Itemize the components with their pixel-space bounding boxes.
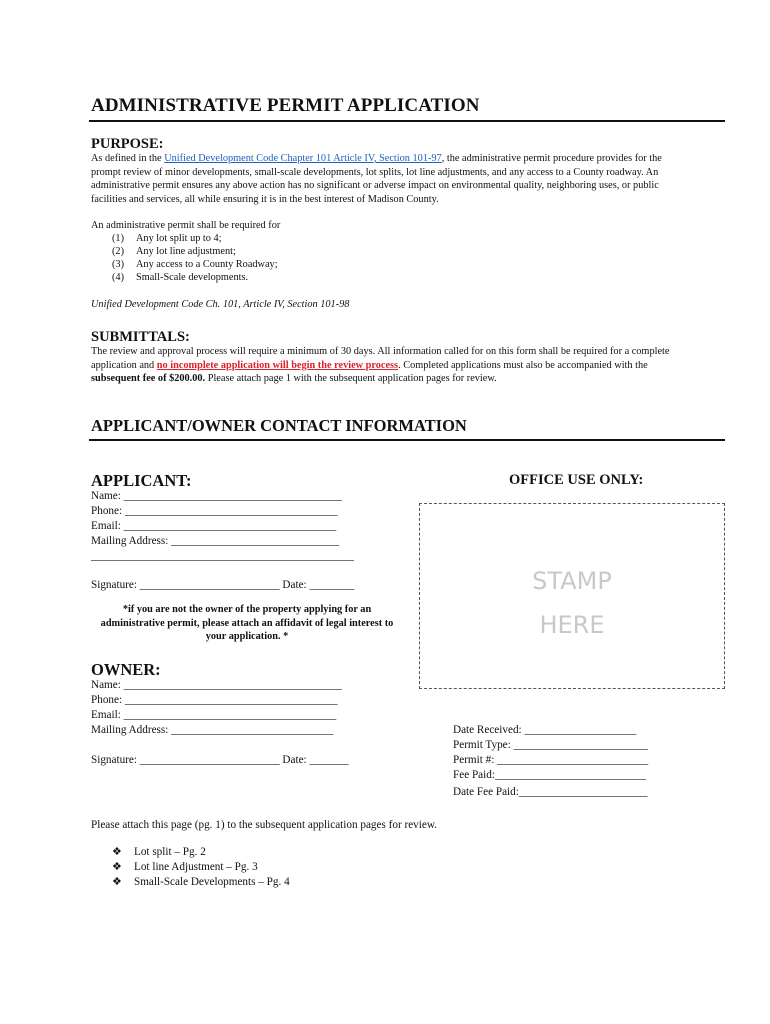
- applicant-phone-field[interactable]: Phone: ______________________________________: [91, 505, 338, 517]
- purpose-text-post: , the administrative permit procedure provides for the prompt review of minor developments, small-scale developments, lot splits, lot line adjustments, and any access to a County roadway. An administrative permit ensures any above action has no significant or adverse impact on environmental quality, neighboring uses, or public facilities and services, all while ensuring it is in the best interest of Madison County.: [91, 153, 662, 205]
- diamond-bullet-icon: ❖: [112, 861, 122, 873]
- permit-number-field[interactable]: Permit #: ___________________________: [453, 754, 649, 766]
- udc-link[interactable]: Unified Development Code Chapter 101 Article IV, Section 101-97: [164, 153, 442, 164]
- owner-email-field[interactable]: Email: ______________________________________: [91, 709, 337, 721]
- date-fee-paid-field[interactable]: Date Fee Paid:_______________________: [453, 786, 648, 798]
- owner-mailing-field[interactable]: Mailing Address: _____________________________: [91, 724, 334, 736]
- purpose-heading: PURPOSE:: [91, 136, 164, 152]
- list-text: Any access to a County Roadway;: [136, 259, 278, 270]
- list-text: Any lot line adjustment;: [136, 246, 236, 257]
- list-number: (2): [112, 246, 125, 257]
- applicant-email-field[interactable]: Email: ______________________________________: [91, 520, 337, 532]
- ownership-note: *if you are not the owner of the property applying for an administrative permit, please attach an affidavit of legal interest to your application. *: [100, 604, 394, 642]
- list-number: (1): [112, 233, 125, 244]
- submittals-paragraph: [91, 345, 691, 386]
- list-number: (4): [112, 272, 125, 283]
- diamond-bullet-icon: ❖: [112, 876, 122, 888]
- list-item: [112, 245, 236, 258]
- submittals-heading: SUBMITTALS:: [91, 329, 190, 345]
- purpose-text-pre: As defined in the: [91, 153, 165, 164]
- list-number: (3): [112, 259, 125, 270]
- contact-rule: [89, 439, 725, 441]
- page-ref: Small-Scale Developments – Pg. 4: [134, 876, 290, 888]
- date-received-field[interactable]: Date Received: ____________________: [453, 724, 637, 736]
- page-title: ADMINISTRATIVE PERMIT APPLICATION: [91, 95, 480, 116]
- page-ref: Lot split – Pg. 2: [134, 846, 206, 858]
- list-item: [112, 860, 258, 876]
- stamp-box: [419, 503, 725, 689]
- submittals-text2: . Completed applications must also be accompanied with the: [398, 359, 648, 371]
- purpose-paragraph: [91, 152, 691, 206]
- page-ref: Lot line Adjustment – Pg. 3: [134, 861, 258, 873]
- list-text: Small-Scale developments.: [136, 272, 249, 283]
- list-item: [112, 845, 206, 861]
- applicant-heading: APPLICANT:: [91, 471, 192, 490]
- list-item: [112, 271, 248, 284]
- stamp-line: HERE: [539, 611, 605, 639]
- owner-signature-field[interactable]: Signature: _________________________ Date: _______: [91, 754, 349, 766]
- stamp-placeholder: [420, 559, 724, 647]
- subsequent-fee: subsequent fee of $200.00.: [91, 373, 206, 385]
- fee-paid-field[interactable]: Fee Paid:___________________________: [453, 769, 646, 781]
- submittals-text1: The review and approval process will require a minimum of 30 days. All information called for on this form shall be required for a complete application and: [91, 346, 670, 371]
- list-item: [112, 232, 222, 245]
- submittals-text3: Please attach page 1 with the subsequent application pages for review.: [205, 373, 497, 385]
- stamp-line: STAMP: [532, 567, 612, 595]
- list-item: [112, 875, 290, 891]
- permit-type-field[interactable]: Permit Type: ________________________: [453, 739, 648, 751]
- diamond-bullet-icon: ❖: [112, 846, 122, 858]
- attach-note: Please attach this page (pg. 1) to the subsequent application pages for review.: [91, 819, 437, 831]
- contact-heading: APPLICANT/OWNER CONTACT INFORMATION: [91, 416, 467, 435]
- list-text: Any lot split up to 4;: [136, 233, 222, 244]
- owner-name-field[interactable]: Name: _______________________________________: [91, 679, 342, 691]
- applicant-signature-field[interactable]: Signature: _________________________ Date: ________: [91, 579, 355, 591]
- title-rule: [89, 120, 725, 122]
- incomplete-warning: no incomplete application will begin the review process: [156, 359, 399, 371]
- citation: Unified Development Code Ch. 101, Article IV, Section 101-98: [91, 299, 350, 310]
- required-intro: An administrative permit shall be required for: [91, 220, 281, 231]
- owner-heading: OWNER:: [91, 660, 161, 679]
- owner-phone-field[interactable]: Phone: ______________________________________: [91, 694, 338, 706]
- list-item: [112, 258, 278, 271]
- applicant-mailing-line2[interactable]: _______________________________________________: [91, 550, 354, 562]
- office-use-heading: OFFICE USE ONLY:: [509, 472, 644, 488]
- applicant-mailing-field[interactable]: Mailing Address: ______________________________: [91, 535, 339, 547]
- applicant-name-field[interactable]: Name: _______________________________________: [91, 490, 342, 502]
